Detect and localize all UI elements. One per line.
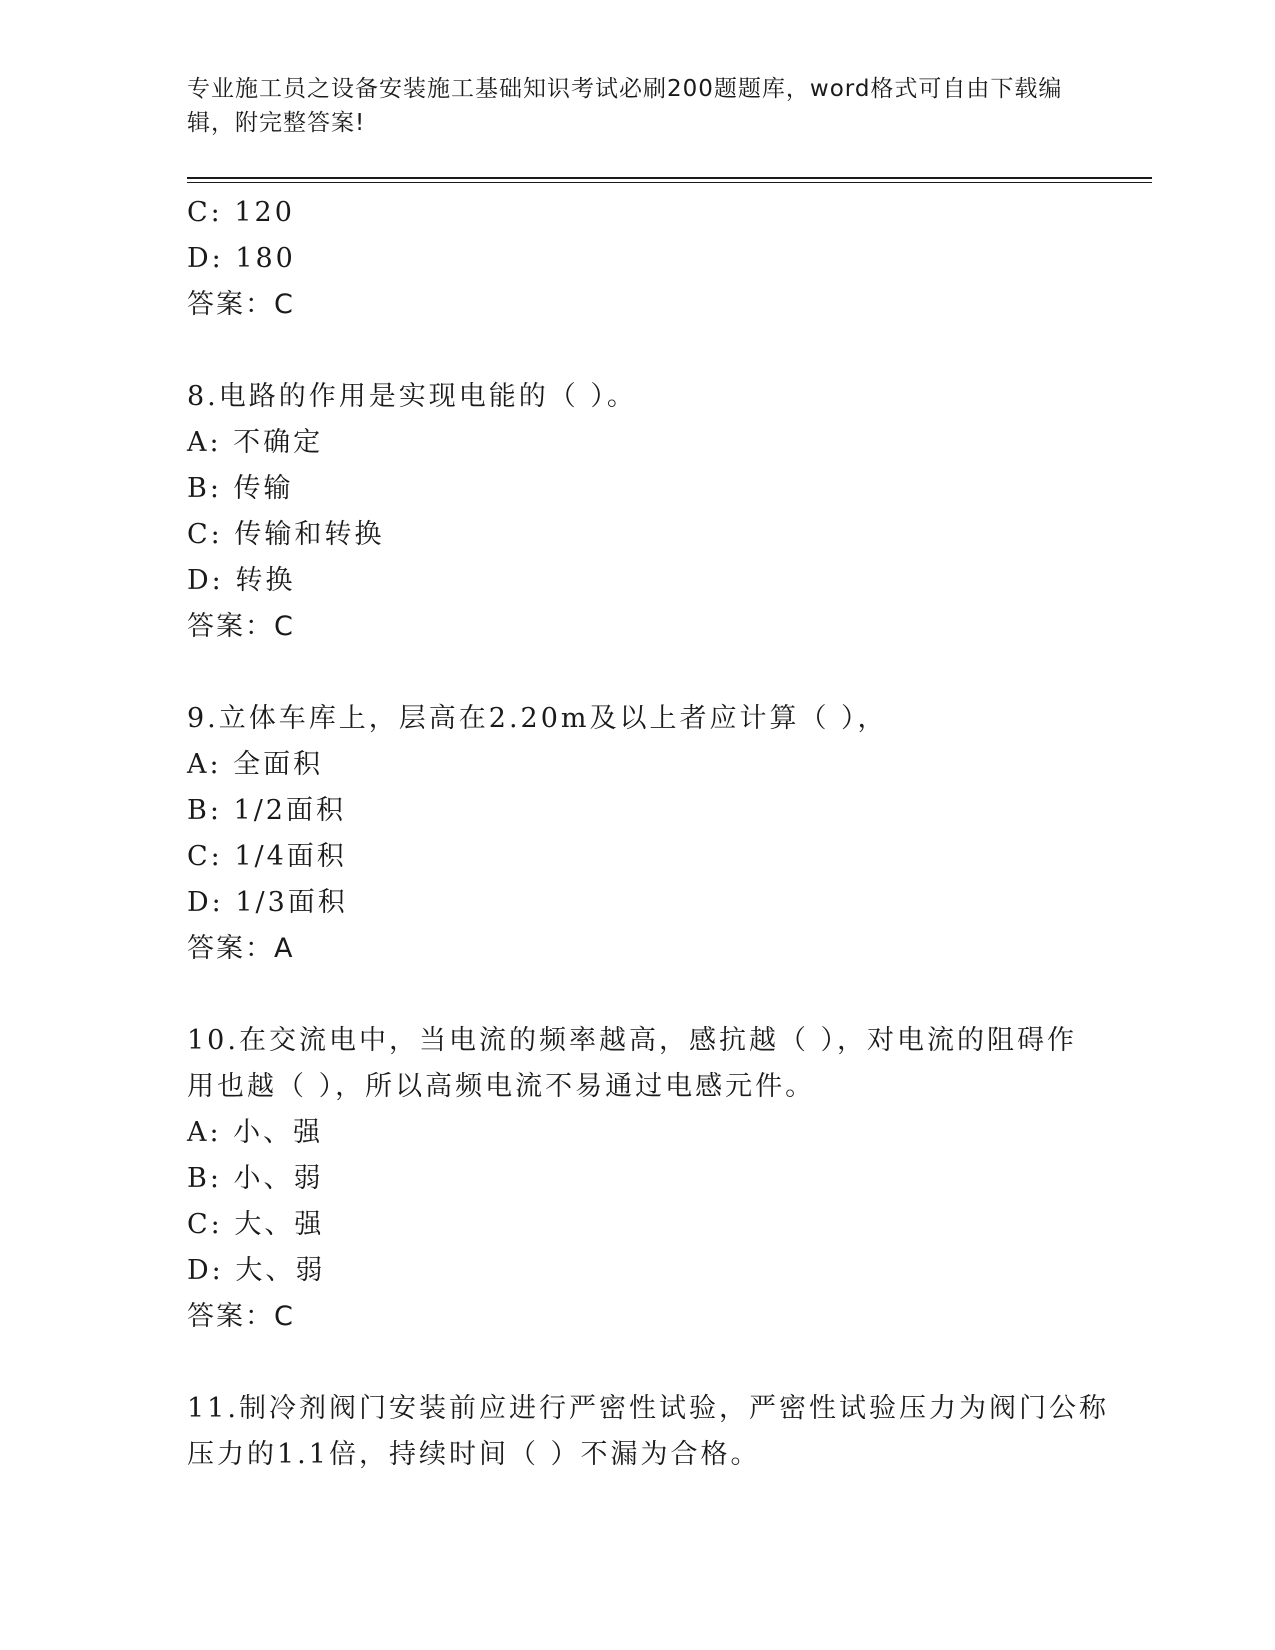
spacer [187, 650, 1087, 696]
option-item: C: 大、强 [187, 1209, 325, 1240]
spacer [187, 972, 1087, 1018]
option-item: C: 1/4面积 [187, 841, 347, 872]
question-stem-line: 压力的1.1倍，持续时间（ ）不漏为合格。 [187, 1439, 761, 1470]
option-item: D: 转换 [187, 565, 296, 596]
question-content [187, 190, 1109, 1478]
spacer [187, 328, 1087, 374]
option-item: B: 1/2面积 [187, 795, 346, 826]
question-stem-line: 11.制冷剂阀门安装前应进行严密性试验，严密性试验压力为阀门公称 [187, 1393, 1109, 1424]
option-item: C: 传输和转换 [187, 519, 385, 550]
answer-line: 答案：C [187, 289, 295, 320]
answer-line: 答案：C [187, 1301, 295, 1332]
header-divider-thin [187, 182, 1152, 183]
option-item: A: 小、强 [187, 1117, 324, 1148]
option-item: B: 小、弱 [187, 1163, 324, 1194]
question-stem-line: 用也越（ ），所以高频电流不易通过电感元件。 [187, 1071, 816, 1102]
answer-line: 答案：C [187, 611, 295, 642]
spacer [187, 1340, 1087, 1386]
question-stem-line: 10.在交流电中，当电流的频率越高，感抗越（ ），对电流的阻碍作 [187, 1025, 1078, 1056]
option-item: D: 180 [187, 243, 296, 274]
option-item: D: 大、弱 [187, 1255, 326, 1286]
header-divider-thick [187, 177, 1152, 179]
option-item: C: 120 [187, 197, 295, 228]
option-item: B: 传输 [187, 473, 294, 504]
option-item: A: 全面积 [187, 749, 324, 780]
page-header-title: 专业施工员之设备安装施工基础知识考试必刷200题题库，word格式可自由下载编辑，附完整答案! [187, 76, 1063, 136]
option-item: D: 1/3面积 [187, 887, 348, 918]
question-stem: 8.电路的作用是实现电能的（ ）。 [187, 381, 637, 412]
answer-line: 答案：A [187, 933, 295, 964]
question-stem: 9.立体车库上，层高在2.20m及以上者应计算（ ）， [187, 703, 888, 734]
option-item: A: 不确定 [187, 427, 324, 458]
